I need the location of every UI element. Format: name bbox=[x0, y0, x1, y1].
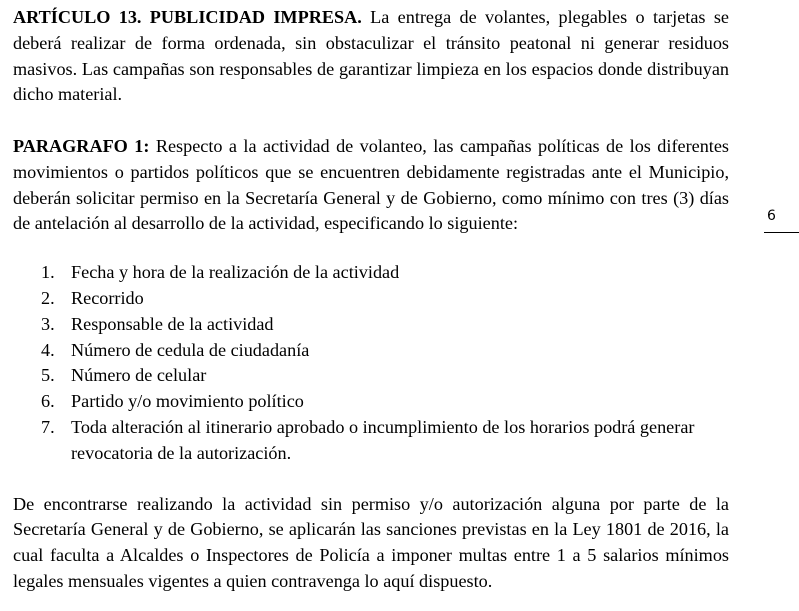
list-item bbox=[13, 338, 729, 364]
list-item-number: 1. bbox=[41, 262, 55, 283]
list-item bbox=[13, 312, 729, 338]
list-item-text: Fecha y hora de la realización de la actividad bbox=[71, 262, 400, 283]
list-item-number: 2. bbox=[41, 287, 55, 308]
requirements-list bbox=[13, 260, 729, 466]
list-item-number: 3. bbox=[41, 313, 55, 334]
document-body bbox=[13, 5, 729, 595]
list-item bbox=[13, 286, 729, 312]
list-item bbox=[13, 389, 729, 415]
list-item-text: Responsable de la actividad bbox=[71, 313, 274, 334]
list-item-number: 6. bbox=[41, 391, 55, 412]
paragrafo-1-heading: PARAGRAFO 1: bbox=[13, 135, 150, 156]
article-13-text: La entrega de volantes, plegables o tarjetas se deberá realizar de forma ordenada, sin obstaculizar el tránsito peatonal ni generar residuos masivos. Las campañas son responsables de garantizar limpieza en los espacios donde distribuyan dicho material. bbox=[13, 7, 730, 105]
list-item-text: Número de celular bbox=[71, 365, 207, 386]
list-item bbox=[13, 363, 729, 389]
list-item bbox=[13, 415, 729, 467]
list-item bbox=[13, 260, 729, 286]
list-item-text: Recorrido bbox=[71, 287, 144, 308]
list-item-number: 5. bbox=[41, 365, 55, 386]
article-13-heading: ARTÍCULO 13. PUBLICIDAD IMPRESA. bbox=[13, 7, 362, 27]
list-item-number: 4. bbox=[41, 339, 55, 360]
paragrafo-1-text: Respecto a la actividad de volanteo, las campañas políticas de los diferentes movimientos o partidos políticos que se encuentren debidamente registradas ante el Municipio, deberán solicitar permiso en la Secretaría General y de Gobierno, como mínimo con tres (3) días de antelación al desarrollo de la actividad, especificando lo siguiente: bbox=[13, 135, 729, 234]
closing-paragraph: De encontrarse realizando la actividad sin permiso y/o autorización alguna por parte de la Secretaría General y de Gobierno, se aplicarán las sanciones previstas en la Ley 1801 de 2016, la cual faculta a Alcaldes o Inspectores de Policía a imponer multas entre 1 a 5 salarios mínimos legales mensuales vigentes a quien contravenga lo aquí dispuesto. bbox=[13, 493, 729, 591]
list-item-text: Número de cedula de ciudadanía bbox=[71, 339, 310, 360]
page-number: 6 bbox=[767, 208, 776, 224]
article-13-paragraph bbox=[13, 5, 729, 108]
list-item-text: Partido y/o movimiento político bbox=[71, 391, 304, 412]
paragrafo-1-paragraph bbox=[13, 134, 729, 237]
list-item-number: 7. bbox=[41, 416, 55, 437]
page-number-rule bbox=[764, 232, 799, 233]
list-item-text: Toda alteración al itinerario aprobado o incumplimiento de los horarios podrá generar revocatoria de la autorización. bbox=[71, 416, 695, 463]
